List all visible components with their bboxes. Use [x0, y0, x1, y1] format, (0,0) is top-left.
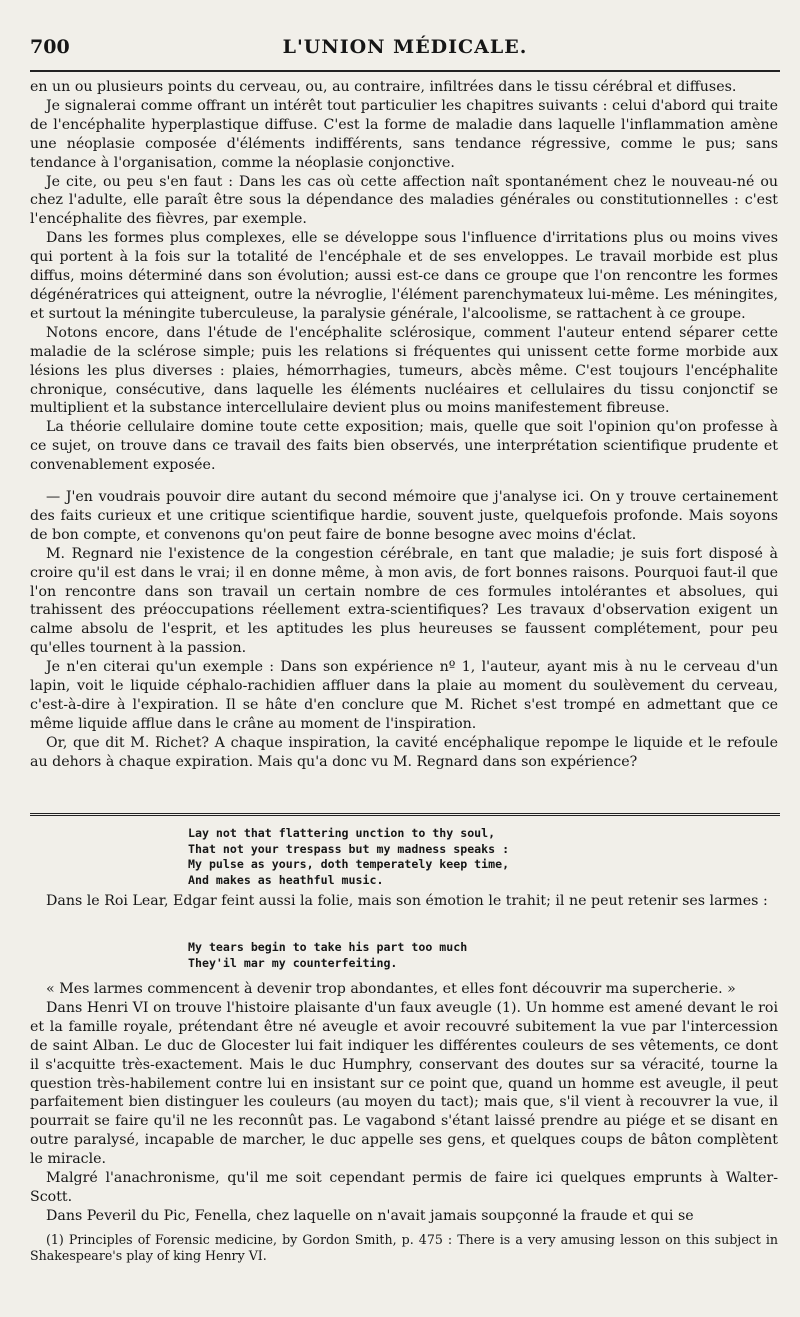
paragraph: Dans Peveril du Pic, Fenella, chez laquelle on n'avait jamais soupçonné la fraude et qui se — [46, 1207, 694, 1224]
paragraph: Malgré l'anachronisme, qu'il me soit cependant permis de faire ici quelques emprunts à Walter-Scott. — [30, 1170, 778, 1205]
paragraph: en un ou plusieurs points du cerveau, ou, au contraire, infiltrées dans le tissu cérébral et diffuses. — [30, 79, 737, 95]
section-divider — [30, 813, 780, 816]
paragraph: Je cite, ou peu s'en faut : Dans les cas où cette affection naît spontanément chez le nouveau-né ou chez l'adulte, elle paraît être sous la dépendance des maladies générales ou constitutionnelles : c'est l'encéphalite des fièvres, par exemple. — [30, 173, 778, 228]
verse-quote — [188, 940, 467, 971]
paragraph: Dans Henri VI on trouve l'histoire plaisante d'un faux aveugle (1). Un homme est amené devant le roi et la famille royale, prétendant être né aveugle et avoir recouvré subitement la vue par l'intercession de saint Alban. Le duc de Glocester lui fait indiquer les différentes couleurs de ses vêtements, ce dont il s'acquitte très-exactement. Mais le duc Humphry, conservant des doutes sur sa véracité, tourne la question très-habilement contre lui en insistant sur ce point que, quand un homme est aveugle, il peut parfaitement bien distinguer les couleurs (au moyen du tact); mais que, s'il vient à recouvrer la vue, il pourrait se faire qu'il ne les reconnût pas. Le vagabond s'étant laissé prendre au piége et se disant en outre paralysé, incapable de marcher, le duc appelle ses gens, et quelques coups de bâton complètent le miracle. — [30, 999, 778, 1168]
paragraph: Or, que dit M. Richet? A chaque inspiration, la cavité encéphalique repompe le liquide et le refoule au dehors à chaque expiration. Mais qu'a donc vu M. Regnard dans son expérience? — [30, 734, 778, 770]
verse-line: My tears begin to take his part too much — [188, 940, 468, 954]
paragraph: Notons encore, dans l'étude de l'encéphalite sclérosique, comment l'auteur entend séparer cette maladie de la sclérose simple; puis les relations si fréquentes qui unissent cette forme morbide aux lésions les plus diverses : plaies, hémorrhagies, tumeurs, abcès même. C'est toujours l'encéphalite chronique, consécutive, dans laquelle les éléments nucléaires et cellulaires du tissu conjonctif se multiplient et la substance intercellulaire devient plus ou moins manifestement fibreuse. — [30, 324, 778, 417]
paragraph: Dans le Roi Lear, Edgar feint aussi la folie, mais son émotion le trahit; il ne peut retenir ses larmes : — [46, 893, 768, 909]
paragraph: La théorie cellulaire domine toute cette exposition; mais, quelle que soit l'opinion qu'on professe à ce sujet, on trouve dans ce travail des faits bien observés, une interprétation scientifique prudente et convenablement exposée. — [30, 419, 778, 474]
section-gap — [30, 475, 778, 488]
paragraph: M. Regnard nie l'existence de la congestion cérébrale, en tant que maladie; je suis fort disposé à croire qu'il est dans le vrai; il en donne même, à mon avis, de fort bonnes raisons. Pourquoi faut-il que l'on rencontre dans son travail un certain nombre de ces formules intolérantes et absolues, qui trahissent des préoccupations réellement extra-scientifiques? Les travaux d'observation exigent un calme absolu de l'esprit, et les aptitudes les plus heureuses se faussent complétement, pour peu qu'elles tournent à la passion. — [30, 545, 778, 657]
footnote — [30, 1232, 778, 1264]
page-number: 700 — [30, 36, 70, 58]
paragraph: « Mes larmes commencent à devenir trop abondantes, et elles font découvrir ma supercherie. » — [46, 981, 736, 997]
paragraph: Dans les formes plus complexes, elle se développe sous l'influence d'irritations plus ou moins vives qui portent à la fois sur la totalité de l'encéphale et de ses enveloppes. Le travail morbide est plus diffus, moins déterminé dans son évolution; aussi est-ce dans ce groupe que l'on rencontre les formes dégénératrices qui atteignent, outre la névroglie, l'élément parenchymateux lui-même. Les méningites, et surtout la méningite tuberculeuse, la paralysie générale, l'alcoolisme, se rattachent à ce groupe. — [30, 230, 778, 322]
paragraph: — J'en voudrais pouvoir dire autant du second mémoire que j'analyse ici. On y trouve certainement des faits curieux et une critique scientifique hardie, souvent juste, quelquefois profonde. Mais soyons de bon compte, et convenons qu'on peut faire de bonne besogne avec moins d'éclat. — [30, 489, 778, 543]
verse-line: Lay not that flattering unction to thy soul, — [188, 826, 496, 840]
verse-line: That not your trespass but my madness speaks : — [188, 841, 510, 856]
footnote-text: (1) Principles of Forensic medicine, by Gordon Smith, p. 475 : There is a very amusing lesson on this subject in Shakespeare's play of king Henry VI. — [30, 1232, 778, 1263]
verse-quote — [188, 826, 509, 888]
header-rule — [30, 70, 780, 72]
verse-line: They'il mar my counterfeiting. — [188, 955, 398, 970]
verse-line: And makes as heathful music. — [188, 872, 384, 887]
paragraph: Je n'en citerai qu'un exemple : Dans son expérience nº 1, l'auteur, ayant mis à nu le cerveau d'un lapin, voit le liquide céphalo-rachidien affluer dans la plaie au moment du soulèvement du cerveau, c'est-à-dire à l'expiration. Il se hâte d'en conclure que M. Richet s'est trompé en admettant que ce même liquide afflue dans le crâne au moment de l'inspiration. — [30, 659, 778, 732]
page-header — [30, 34, 780, 64]
main-text — [30, 78, 778, 772]
paragraph: Je signalerai comme offrant un intérêt tout particulier les chapitres suivants : celui d'abord qui traite de l'encéphalite hyperplastique diffuse. C'est la forme de maladie dans laquelle l'inflammation amène une néoplasie composée d'éléments indifférents, sans tendance régressive, comme le pus; sans tendance à l'organisation, comme la néoplasie conjonctive. — [30, 97, 778, 171]
lear-text — [30, 892, 778, 911]
continuation-text — [30, 980, 778, 1226]
running-title: L'UNION MÉDICALE. — [282, 36, 528, 58]
verse-line: My pulse as yours, doth temperately keep time, — [188, 857, 510, 872]
